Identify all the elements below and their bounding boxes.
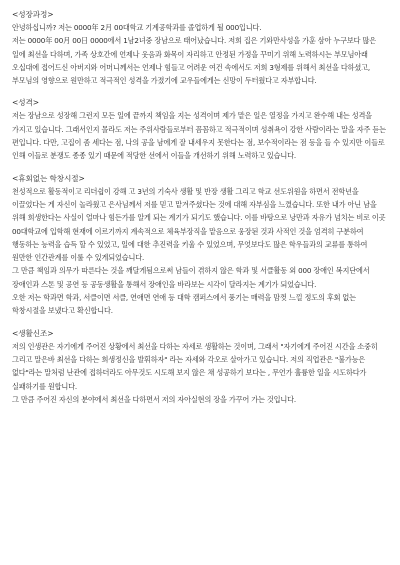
section-heading: <생활신조> xyxy=(12,328,54,338)
section-heading: <성격> xyxy=(12,98,39,108)
section-school-life xyxy=(12,172,388,318)
section-paragraph: 오한 저는 학과면 학과, 서클이면 서클, 연애면 연애 등 대학 캠퍼스에서 풍기는 매력을 맘껏 느낄 정도의 후회 없는 학창시절을 보냈다고 확신합니다. xyxy=(12,293,356,316)
section-paragraph: 천성적으로 활동적이고 리더쉽이 강해 고 3년의 기숙사 생활 및 반장 생활 그리고 학교 선도위원을 하면서 전학년을 이끌었다는 게 자신이 놀라웠고 은사님께서 저를 믿고 맡겨주셨다는 것에 대해 자부심을 느꼈습니다. 또한 내가 아닌 남을 위해 희생한다는 사실이 얼마나 힘든가를 알게 되는 계기가 되기도 했습니다. 이를 바탕으로 낭만과 자유가 넘치는 비로 이곳 00대학교에 입학해 현재에 이르기까지 계속적으로 체육부장직을 맡음으로 웅장된 것과 사적인 것을 엄격히 구분하여 행동하는 능력을 습득 할 수 있었고, 일에 대한 추진력을 키울 수 있었으며, 무엇보다도 많은 학우들과의 교류를 통하여 원만한 인간관계를 이룰 수 있게되었습니다. xyxy=(12,186,386,263)
section-life-motto xyxy=(12,327,388,406)
section-paragraph: 그 만큼 책임과 의무가 따른다는 것을 깨달게됨으로써 남들이 겪하지 않은 학과 및 서클활동 외 000 장애인 복지단에서 장애인과 스톤 및 공연 등 공동생활을 통해서 장애인을 바라보는 시각이 달라지는 계기가 되었습니다. xyxy=(12,266,370,289)
section-paragraph: 안녕하십니까? 저는 0000年 2月 00대학교 기계공학과를 졸업하게 될 000입니다. xyxy=(12,23,262,32)
section-paragraph: 저는 0000年 00月 00日 0000에서 1남2녀중 장남으로 태어났습니다. 저희 집은 기와만사성을 가훈 삼아 누구보다 많은 일에 최선을 다하며, 가족 상호간에 언제나 웃음과 화목이 자리하고 안정된 가정을 꾸미기 위해 노력하시는 부모님아래 오십대에 접어드신 아버지와 어머니께서는 언제나 힘들고 어려운 여건 속에서도 저희 3형제를 위해서 최선을 다하셨고, 부모님의 영향으로 원만하고 적극적인 성격을 가졌기에 교우들에게는 신망이 두터웠다고 자부합니다. xyxy=(12,36,376,86)
section-heading: <성장과정> xyxy=(12,10,54,19)
section-growth xyxy=(12,8,388,87)
section-paragraph: 그 만큼 주어진 자신의 분야에서 최선을 다하면서 저의 자아실현의 장을 가꾸어 가는 것입니다. xyxy=(12,394,296,404)
section-paragraph: 저는 장남으로 성장해 그런지 모든 일에 끝까지 책임을 지는 성격이며 제가 맡은 일은 열정을 가지고 완수해 내는 성격을 가지고 있습니다. 그래서인지 몰라도 저는 주위사람들로부터 꼼꼼하고 적극적이며 성취욕이 강한 사람이라는 말을 자주 듣는 편입니다. 다만, 고집이 좀 세다는 점, 나의 공을 남에게 잘 내세우지 못한다는 점, 보수적이라는 점 등을 들 수 있지만 이들로 인해 이들로 분쟁도 종종 있기 때문에 적당한 선에서 이들을 개선하기 위해 노력하고 있습니다. xyxy=(12,111,386,161)
section-paragraph: 저의 인생관은 자기에게 주어진 상황에서 최선을 다하는 자세로 생활하는 것이며, 그래서 "자기에게 주어진 시간을 소중히 그리고 말은바 최선을 다하는 희생정신을 발휘하자" 라는 자세와 각오로 살아가고 있습니다. 저의 직업관은 "불가능은 없다"라는 말처럼 난관에 접하더라도 아무것도 시도해 보지 않은 채 성공하기 보다는 , 무언가 훌륭한 일을 시도하다가 실패하기를 원합니다. xyxy=(12,341,378,391)
section-personality xyxy=(12,96,388,162)
section-heading: <휴회없는 학창시절> xyxy=(12,173,85,183)
